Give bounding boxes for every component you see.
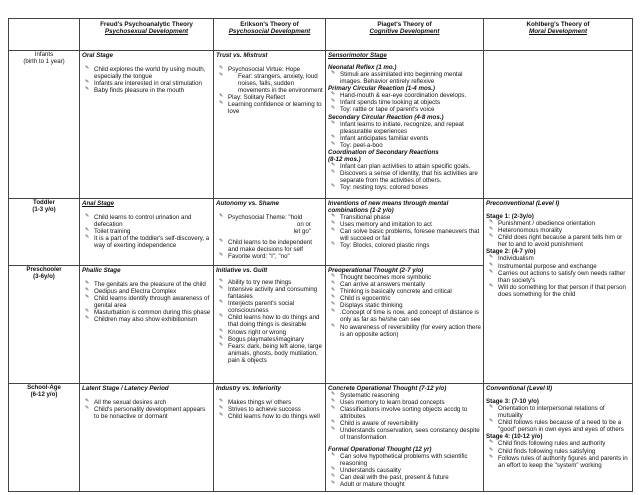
piaget-infants: Sensorimotor Stage Neonatal Reflex (1 mo.) ✎ Stimuli are assimilated into beginning mental images. Behavior entirely reflexive Primary Circular Reaction (1-4 mos.) ✎ Hand-mouth & ear-eye coordination develops. ✎ Infant spends time looking at objects ✎ Toy: rattle or tape of parent's voice Secondary Circular Reaction (4-8 mos.) ✎ Infant learns to initiate, recognize, and repeat pleasurable experiences ✎ Infant anticipates familiar events ✎ Toy: peel-a-boo Coordination of Secondary Reactions (8-12 mos.) ✎ Infant can plan activities to attain specific goals. ✎ Discovers a sense of identity, that his activities are separate from the activities of others. ✎ Toy: nesting toys; colored boxes <box>326 51 484 199</box>
list-item: ✎ Understands conservation, sees constancy despite of transformation <box>328 427 481 441</box>
freud-preschool-title: Phallic Stage <box>82 267 121 274</box>
list-item: ✎ Child learns how to do things and that doing things is desirable <box>216 314 323 328</box>
erikson-infants-title: Trust vs. Mistrust <box>216 52 268 59</box>
list-item: ✎ Discovers a sense of identity, that his activities are separate from the activities of others. <box>328 170 481 184</box>
list-item: ✎ Can solve hypothetical problems with scientific reasoning <box>328 453 481 467</box>
list-item: ✎ All the sexual desires arch <box>82 399 211 406</box>
list-item: ✎ Uses memory and imitation to act <box>328 221 481 228</box>
list-item: ✎ Infant anticipates familiar events <box>328 135 481 142</box>
list-item: ✎ Baby finds pleasure in the mouth <box>82 87 211 94</box>
row-school-age <box>9 384 633 492</box>
list-item: ✎ Punishment / obedience orientation <box>486 220 630 227</box>
row-infants <box>9 51 633 199</box>
list-item: ✎ Child's personality development appears to be nonactive or dormant <box>82 406 211 420</box>
list-item: ✎ Transitional phase <box>328 214 481 221</box>
list-item: ✎ Thinking is basically concrete and critical <box>328 288 481 295</box>
header-kohlberg: Kohlberg's Theory of Moral Development <box>484 19 633 51</box>
list-item: ✎ Child is egocentric <box>328 295 481 302</box>
list-item: ✎ Classifications involve sorting objects accdg to attributes <box>328 406 481 420</box>
list-item: ✎ Psychosocial Theme: "hold on or let go" <box>216 214 323 235</box>
list-item: ✎ Children may also show exhibitionism <box>82 316 211 323</box>
kohlberg-infants <box>484 51 633 199</box>
list-item: ✎ It is a part of the toddler's self-discovery, a way of exerting independence <box>82 235 211 249</box>
list-item: ✎ Stimuli are assimilated into beginning mental images. Behavior entirely reflexive <box>328 71 481 85</box>
header-row <box>9 19 633 51</box>
list-item: ✎ Child finds following rules and authority <box>486 440 630 447</box>
erikson-infants <box>214 51 326 199</box>
list-item: ✎ Child does right because a parent tells him or her to and to avoid punishment <box>486 234 630 248</box>
list-item: ✎ Follows rules of authority figures and parents in an effort to keep the "system" working <box>486 455 630 469</box>
stage-preschooler: Preschooler (3-6y/o) <box>9 266 80 384</box>
row-toddler <box>9 199 633 266</box>
list-item: ✎ Oedipus and Electra Complex <box>82 288 211 295</box>
list-item: ✎ Child learns to be independent and make decisions for self <box>216 239 323 253</box>
kohlberg-school-age: Conventional (Level II) Stage 3: (7-10 y/o) ✎ Orientation to interpersonal relations of mutuality ✎ Child follows rules because of a need to be a "good" person in own eyes and eyes of others Stage 4: (10-12 y/o) ✎ Child finds following rules and authority ✎ Child finds following rules satisfying ✎ Follows rules of authority figures and parents in an effort to keep the "system" working <box>484 384 633 492</box>
list-item: ✎ Interjects parent's social consciousness <box>216 300 323 314</box>
list-item: ✎ The genitals are the pleasure of the child <box>82 281 211 288</box>
list-item: ✎ Intensive activity and consuming fantasies <box>216 286 323 300</box>
piaget-preschooler: Preoperational Thought (2-7 y/o) ✎ Thought becomes more symbolic ✎ Can arrive at answers mentally ✎ Thinking is basically concrete and critical ✎ Child is egocentric ✎ Displays static thinking ✎ .Concept of time is now, and concept of distance is only as far as he/she can see ✎ No awareness of reversibility (for every action there is an opposite action) <box>326 266 484 384</box>
list-item: ✎ Will do something for that person if that person does something for the child <box>486 284 630 298</box>
freud-school-age <box>80 384 214 492</box>
list-item: ✎ Individualism <box>486 255 630 262</box>
piaget-school-age: Concrete Operational Thought (7-12 y/o) ✎ Systematic reasoning ✎ Uses memory to learn broad concepts ✎ Classifications involve sorting objects accdg to attributes ✎ Child is aware of reversibility ✎ Understands conservation, sees constancy despite of transformation Formal Operational Thought (12 yr) ✎ Can solve hypothetical problems with scientific reasoning ✎ Understands causality ✎ Can deal with the past, present & future ✎ Adult or mature thought <box>326 384 484 492</box>
list-item: ✎ Infant can plan activities to attain specific goals. <box>328 163 481 170</box>
kohlberg-toddler-preschool: Preconventional (Level I) Stage 1: (2-3y/o) ✎ Punishment / obedience orientation ✎ Heteronomous morality ✎ Child does right because a parent tells him or her to and to avoid punishment Stage 2: (4-7 y/o) ✎ Individualism ✎ Instrumental purpose and exchange ✎ Carries out actions to satisfy own needs rather than society's ✎ Will do something for that person if that person does something for the child <box>484 199 633 384</box>
list-item: ✎ Understands causality <box>328 467 481 474</box>
list-item: ✎ Toy: Blocks, colored plastic rings <box>328 242 481 249</box>
list-item: ✎ Displays static thinking <box>328 302 481 309</box>
list-item: ✎ Child finds following rules satisfying <box>486 448 630 455</box>
list-item: ✎ Toy: peel-a-boo <box>328 142 481 149</box>
header-freud: Freud's Psychoanalytic Theory Psychosexual Development <box>80 19 214 51</box>
list-item: ✎ Fears: dark, being left alone, large animals, ghosts, body mutilation, pain & objects <box>216 343 323 364</box>
list-item: ✎ Favorite word: "I", "no" <box>216 253 323 260</box>
erikson-school-age <box>214 384 326 492</box>
list-item: ✎ Child learns identify through awareness of genital area <box>82 295 211 309</box>
erikson-preschool-title: Initiative vs. Guilt <box>216 267 268 274</box>
list-item: ✎ Fear: strangers, anxiety, loud noises, falls, sudden movements in the environment <box>216 73 323 94</box>
list-item: ✎ Knows right or wrong <box>216 329 323 336</box>
erikson-preschooler <box>214 266 326 384</box>
erikson-school-title: Industry vs. Inferiority <box>216 385 281 392</box>
list-item: ✎ Infant spends time looking at objects <box>328 99 481 106</box>
list-item: ✎ Play: Solitary Reflect <box>216 94 323 101</box>
list-item: ✎ Hand-mouth & ear-eye coordination develops. <box>328 92 481 99</box>
list-item: ✎ Child learns how to do things well <box>216 413 323 420</box>
list-item: ✎ Child follows rules because of a need to be a "good" person in own eyes and eyes of others <box>486 419 630 433</box>
list-item: ✎ No awareness of reversibility (for every action there is an opposite action) <box>328 324 481 338</box>
kohlberg-level-2: Conventional (Level II) <box>486 385 553 392</box>
piaget-infants-title: Sensorimotor Stage <box>328 52 387 59</box>
list-item: ✎ Can deal with the past, present & future <box>328 474 481 481</box>
stage-toddler: Toddler (1-3 y/o) <box>9 199 80 266</box>
list-item: ✎ Systematic reasoning <box>328 392 481 399</box>
kohlberg-level-1: Preconventional (Level I) <box>486 200 560 207</box>
development-theories-table <box>8 18 632 492</box>
list-item: ✎ Carries out actions to satisfy own needs rather than society's <box>486 270 630 284</box>
list-item: ✎ Learning confidence or learning to love <box>216 101 323 115</box>
freud-toddler-title: Anal Stage <box>82 200 114 207</box>
list-item: ✎ Orientation to interpersonal relations of mutuality <box>486 405 630 419</box>
stage-infants: Infants (birth to 1 year) <box>9 51 80 199</box>
list-item: ✎ Child learns to control urination and defecation <box>82 214 211 228</box>
list-item: ✎ .Concept of time is now, and concept of distance is only as far as he/she can see <box>328 309 481 323</box>
list-item: ✎ Masturbation is common during this phase <box>82 309 211 316</box>
freud-toddler <box>80 199 214 266</box>
header-corner <box>9 19 80 51</box>
header-piaget: Piaget's Theory of Cognitive Development <box>326 19 484 51</box>
list-item: ✎ Uses memory to learn broad concepts <box>328 399 481 406</box>
list-item: ✎ Infant learns to initiate, recognize, and repeat pleasurable experiences <box>328 121 481 135</box>
list-item: ✎ Instrumental purpose and exchange <box>486 263 630 270</box>
list-item: ✎ Child explores the world by using mouth, especially the tongue <box>82 66 211 80</box>
list-item: ✎ Ability to try new things <box>216 279 323 286</box>
freud-school-title: Latent Stage / Latency Period <box>82 385 169 392</box>
list-item: ✎ Bogus playmates/imaginary <box>216 336 323 343</box>
list-item: ✎ Can arrive at answers mentally <box>328 281 481 288</box>
freud-preschooler <box>80 266 214 384</box>
list-item: ✎ Toy: rattle or tape of parent's voice <box>328 106 481 113</box>
erikson-toddler <box>214 199 326 266</box>
list-item: ✎ Strives to achieve success <box>216 406 323 413</box>
erikson-toddler-title: Autonomy vs. Shame <box>216 200 279 207</box>
theories-table <box>8 18 633 492</box>
list-item: ✎ Psychosocial Virtue: Hope <box>216 66 323 73</box>
list-item: ✎ Toilet training <box>82 228 211 235</box>
freud-infants <box>80 51 214 199</box>
list-item: ✎ Makes things w/ others <box>216 399 323 406</box>
list-item: ✎ Infants are interested in oral stimulation <box>82 80 211 87</box>
list-item: ✎ Child is aware of reversibility <box>328 420 481 427</box>
list-item: ✎ Can solve basic problems, foresee maneuvers that will succeed or fail <box>328 228 481 242</box>
header-erikson: Erikson's Theory of Psychosocial Development <box>214 19 326 51</box>
list-item: ✎ Heteronomous morality <box>486 227 630 234</box>
list-item: ✎ Adult or mature thought <box>328 481 481 488</box>
freud-infants-title: Oral Stage <box>82 52 113 59</box>
piaget-toddler: Inventions of new means through mental combinations (1-2 y/o) ✎ Transitional phase ✎ Uses memory and imitation to act ✎ Can solve basic problems, foresee maneuvers that will succeed or fail ✎ Toy: Blocks, colored plastic rings <box>326 199 484 266</box>
list-item: ✎ Toy: nesting toys; colored boxes <box>328 184 481 191</box>
stage-school-age: School-Age (6-12 y/o) <box>9 384 80 492</box>
list-item: ✎ Thought becomes more symbolic <box>328 274 481 281</box>
